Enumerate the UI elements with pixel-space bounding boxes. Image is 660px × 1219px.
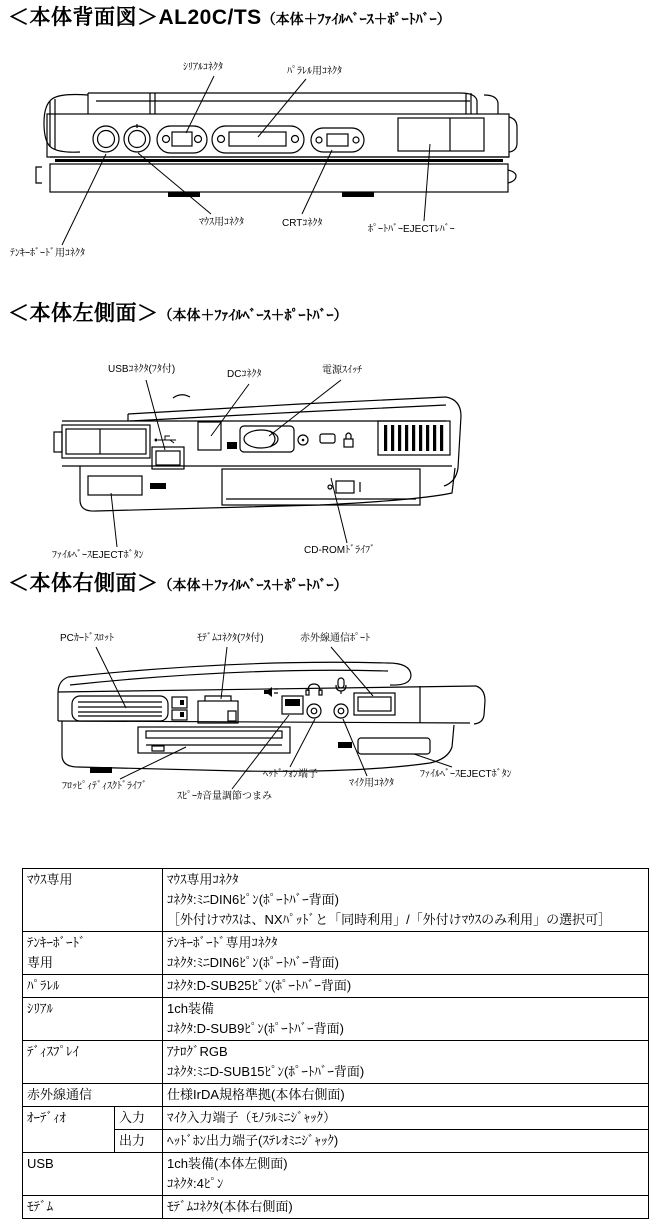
- left-side-drawing: [0, 300, 660, 570]
- pccard-slot-part: [72, 696, 187, 721]
- spec-label-text: ｵｰﾃﾞｨｵ: [27, 1110, 66, 1125]
- label-serial-connector: ｼﾘｱﾙｺﾈｸﾀ: [183, 62, 223, 73]
- crt-connector-port: [311, 128, 364, 152]
- filebase-eject-button-part: [88, 476, 166, 495]
- table-row-display: [23, 1041, 649, 1084]
- spec-label-cell: [23, 1084, 163, 1107]
- spec-value-line: ﾃﾝｷｰﾎﾞｰﾄﾞ専用ｺﾈｸﾀ: [167, 935, 278, 950]
- spec-value-line: ｺﾈｸﾀ:D-SUB25ﾋﾟﾝ(ﾎﾟｰﾄﾊﾞｰ背面): [167, 978, 352, 993]
- spec-label-text: 赤外線通信: [27, 1087, 93, 1102]
- usb-icon: [155, 436, 177, 443]
- label-tenkey-connector: ﾃﾝｷｰﾎﾞｰﾄﾞ用ｺﾈｸﾀ: [10, 248, 85, 259]
- right-side-title-sub: （本体＋ﾌｧｲﾙﾍﾞｰｽ＋ﾎﾟｰﾄﾊﾞｰ）: [158, 577, 348, 593]
- spec-label-cell: [23, 869, 163, 932]
- left-side-diagram: [0, 300, 660, 570]
- serial-connector-port: [157, 126, 207, 153]
- spec-value-cell: [163, 869, 649, 932]
- spec-value-line: ｺﾈｸﾀ:D-SUB9ﾋﾟﾝ(ﾎﾟｰﾄﾊﾞｰ背面): [167, 1021, 344, 1036]
- rear-view-title-sub: （本体＋ﾌｧｲﾙﾍﾞｰｽ＋ﾎﾟｰﾄﾊﾞｰ）: [261, 11, 451, 27]
- spec-label-cell: [23, 1153, 163, 1196]
- spec-value-line: ｺﾈｸﾀ:ﾐﾆDIN6ﾋﾟﾝ(ﾎﾟｰﾄﾊﾞｰ背面): [167, 892, 339, 907]
- rear-laptop-outline: [36, 93, 517, 197]
- spec-label-cell: [23, 998, 163, 1041]
- label-volume-knob: ｽﾋﾟｰｶ音量調節つまみ: [177, 791, 272, 802]
- rear-connectors: [93, 118, 484, 153]
- headphone-jack-part: [307, 704, 321, 718]
- battery-icon: [320, 434, 335, 443]
- table-row-parallel: [23, 975, 649, 998]
- left-side-title-sub: （本体＋ﾌｧｲﾙﾍﾞｰｽ＋ﾎﾟｰﾄﾊﾞｰ）: [158, 307, 348, 323]
- parallel-connector-port: [212, 126, 304, 153]
- cdrom-drive-part: [222, 469, 420, 505]
- table-row-audio-output: [23, 1130, 649, 1153]
- microphone-icon: [336, 678, 346, 694]
- tenkey-connector-port: [93, 126, 119, 152]
- table-row-tenkey: [23, 932, 649, 975]
- volume-knob-part: [282, 696, 303, 714]
- spec-value-line: ｺﾈｸﾀ:ﾐﾆDIN6ﾋﾟﾝ(ﾎﾟｰﾄﾊﾞｰ背面): [167, 955, 339, 970]
- spec-value-line: 1ch装備: [167, 1001, 214, 1016]
- spec-label-text: ﾃﾝｷｰﾎﾞｰﾄﾞ: [27, 935, 86, 950]
- spec-sub-cell: [115, 1107, 163, 1130]
- spec-label-text: ﾓﾃﾞﾑ: [27, 1199, 53, 1214]
- spec-label-text: ﾊﾟﾗﾚﾙ: [27, 978, 60, 993]
- spec-value-cell: [163, 975, 649, 998]
- table-row-mouse: [23, 869, 649, 932]
- right-side-drawing: [0, 575, 660, 840]
- spec-value-line: ﾏｳｽ専用ｺﾈｸﾀ: [167, 872, 239, 887]
- lock-icon: [344, 433, 353, 447]
- label-pccard-slot: PCｶｰﾄﾞｽﾛｯﾄ: [60, 633, 114, 644]
- label-cdrom-drive: CD-ROMﾄﾞﾗｲﾌﾞ: [304, 545, 376, 556]
- spec-value-line: ｺﾈｸﾀ:ﾐﾆD-SUB15ﾋﾟﾝ(ﾎﾟｰﾄﾊﾞｰ背面): [167, 1064, 365, 1079]
- spec-label-cell: [23, 975, 163, 998]
- spec-value-cell: [163, 1084, 649, 1107]
- spec-value-line: ﾍｯﾄﾞﾎﾝ出力端子(ｽﾃﾚｵﾐﾆｼﾞｬｯｸ): [167, 1133, 339, 1148]
- spec-value-line: ［外付けﾏｳｽは、NXﾊﾟｯﾄﾞと「同時利用」/「外付けﾏｳｽのみ利用」の選択可］: [167, 912, 612, 927]
- rear-view-title: [8, 6, 451, 31]
- table-row-serial: [23, 998, 649, 1041]
- spec-value-line: ﾓﾃﾞﾑｺﾈｸﾀ(本体右側面): [167, 1199, 293, 1214]
- spec-label-cell: [23, 932, 163, 975]
- left-leader-lines: [111, 380, 347, 547]
- left-laptop-outline: [54, 395, 461, 511]
- table-row-modem: [23, 1196, 649, 1219]
- table-row-usb: [23, 1153, 649, 1196]
- modem-connector-part: [198, 696, 238, 723]
- spec-sub-cell: [115, 1130, 163, 1153]
- label-filebase-eject-button: ﾌｧｲﾙﾍﾞｰｽEJECTﾎﾞﾀﾝ: [420, 769, 512, 780]
- right-side-diagram: [0, 575, 660, 840]
- left-side-title-main: ＜本体左側面＞: [8, 302, 159, 325]
- power-switch-part: [240, 426, 294, 452]
- spec-value-cell: [163, 932, 649, 975]
- right-side-title-main: ＜本体右側面＞: [8, 572, 159, 595]
- label-portbar-eject-lever: ﾎﾟｰﾄﾊﾞｰEJECTﾚﾊﾞｰ: [368, 224, 455, 235]
- spec-value-line: ｺﾈｸﾀ:4ﾋﾟﾝ: [167, 1176, 224, 1191]
- label-floppy-drive: ﾌﾛｯﾋﾟｨﾃﾞｨｽｸﾄﾞﾗｲﾌﾞ: [62, 781, 147, 792]
- label-infrared-port: 赤外線通信ﾎﾟｰﾄ: [300, 633, 370, 644]
- infrared-port-part: [354, 693, 395, 715]
- spec-value-line: 仕様IrDA規格準拠(本体右側面): [167, 1087, 345, 1102]
- rear-view-title-main: ＜本体背面図＞AL20C/TS: [8, 6, 262, 29]
- spec-value-cell: [163, 1196, 649, 1219]
- floppy-drive-part: [138, 727, 290, 753]
- rear-view-drawing: [0, 55, 660, 300]
- portbar-eject-lever-part: [398, 118, 484, 151]
- left-side-parts: [88, 422, 420, 505]
- spec-value-cell: [163, 1107, 649, 1130]
- spec-label-cell: [23, 1041, 163, 1084]
- spec-table: [22, 868, 649, 1219]
- spec-label-cell: [23, 1107, 115, 1153]
- spec-value-cell: [163, 1041, 649, 1084]
- spec-value-cell: [163, 1153, 649, 1196]
- spec-table-grid: [22, 868, 649, 1219]
- label-power-switch: 電源ｽｲｯﾁ: [322, 365, 362, 376]
- dc-connector-part: [198, 422, 237, 450]
- spec-sub-text: 入力: [119, 1110, 146, 1125]
- spec-label-text: USB: [27, 1156, 54, 1171]
- power-icon: [298, 435, 308, 445]
- label-usb-connector: USBｺﾈｸﾀ(ﾌﾀ付): [108, 364, 176, 375]
- label-headphone-jack: ﾍｯﾄﾞﾌｫﾝ端子: [263, 769, 318, 780]
- spec-value-line: ﾏｲｸ入力端子（ﾓﾉﾗﾙﾐﾆｼﾞｬｯｸ）: [167, 1110, 337, 1125]
- spec-value-cell: [163, 998, 649, 1041]
- spec-label-text: ﾃﾞｨｽﾌﾟﾚｲ: [27, 1044, 79, 1059]
- spec-value-line: 1ch装備(本体左側面): [167, 1156, 288, 1171]
- spec-label-text: ｼﾘｱﾙ: [27, 1001, 53, 1016]
- table-row-infrared: [23, 1084, 649, 1107]
- right-leader-lines: [96, 647, 452, 789]
- spec-label-text: ﾏｳｽ専用: [27, 872, 73, 887]
- headphone-icon: [306, 684, 322, 695]
- label-crt-connector: CRTｺﾈｸﾀ: [282, 218, 323, 229]
- rear-view-diagram: [0, 55, 660, 300]
- label-parallel-connector: ﾊﾟﾗﾚﾙ用ｺﾈｸﾀ: [287, 66, 342, 77]
- spec-value-line: ｱﾅﾛｸﾞRGB: [167, 1044, 228, 1059]
- mic-jack-part: [334, 704, 348, 718]
- spec-sub-text: 出力: [119, 1133, 146, 1148]
- label-dc-connector: DCｺﾈｸﾀ: [227, 369, 262, 380]
- spec-value-cell: [163, 1130, 649, 1153]
- label-mouse-connector: ﾏｳｽ用ｺﾈｸﾀ: [199, 217, 244, 228]
- mouse-connector-port: [124, 124, 150, 152]
- table-row-audio-input: [23, 1107, 649, 1130]
- spec-label-cell: [23, 1196, 163, 1219]
- label-mic-connector: ﾏｲｸ用ｺﾈｸﾀ: [349, 778, 394, 789]
- label-modem-connector: ﾓﾃﾞﾑｺﾈｸﾀ(ﾌﾀ付): [197, 633, 264, 644]
- label-filebase-eject-button: ﾌｧｲﾙﾍﾞｰｽEJECTﾎﾞﾀﾝ: [52, 550, 144, 561]
- spec-label-text: 専用: [27, 955, 54, 970]
